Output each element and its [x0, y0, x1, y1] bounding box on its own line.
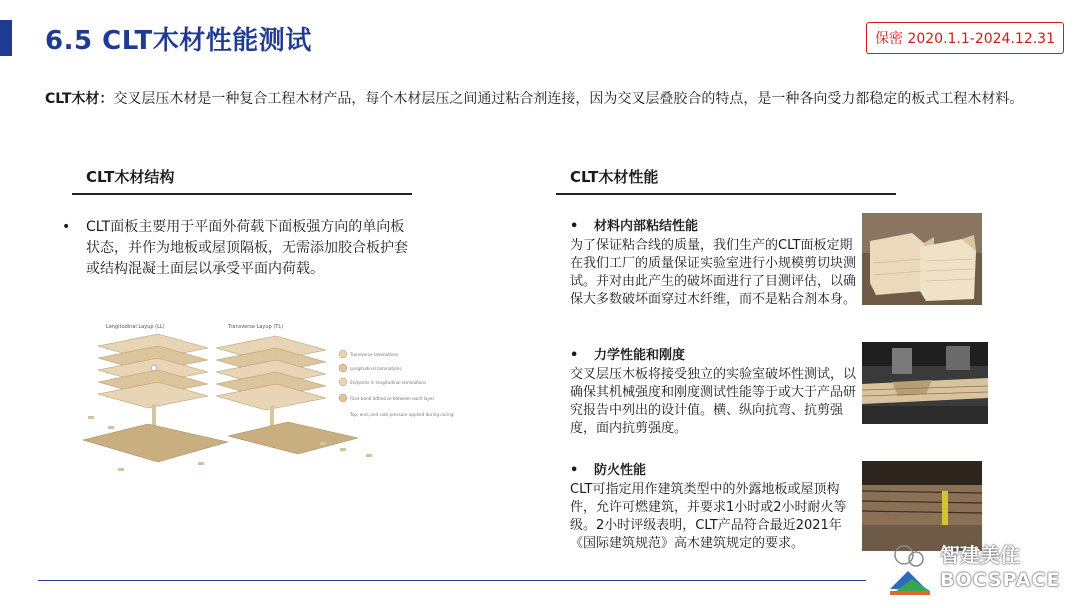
feature-text: 交叉层压木板将接受独立的实验室破坏性测试，以确保其机械强度和刚度测试性能等于或大于产品研究报告中列出的设计值。横、纵向抗弯、抗剪强度，面内抗剪强度。 [570, 367, 857, 436]
feature-text: CLT可指定用作建筑类型中的外露地板或屋顶构件，允许可燃建筑，并要求1小时或2小时耐火等级。2小时评级表明，CLT产品符合最近2021年《国际建筑规范》高木建筑规定的要求。 [570, 482, 847, 551]
title-accent-bar [0, 20, 12, 56]
longitudinal-layup-stack [83, 334, 228, 462]
feature-text: 为了保证粘合线的质量，我们生产的CLT面板定期在我们工厂的质量保证实验室进行小规模剪切块测试。并对由此产生的破坏面进行了目测评估，以确保大多数破坏面穿过木纤维，而不是粘合剂本身。 [570, 238, 857, 307]
watermark-cn: 智建美住 [940, 543, 1020, 567]
diagram-label-longitudinal: Longitudinal Layup (LL) [106, 324, 165, 330]
bullet-icon: • [62, 219, 71, 235]
feature-mechanical [570, 347, 860, 438]
legend-transverse: Transverse laminations [350, 352, 399, 357]
mechanical-test-photo-icon [862, 342, 988, 424]
footer-divider [38, 580, 866, 581]
structure-heading-underline [72, 193, 412, 195]
diagram-legend [339, 350, 454, 417]
brand-logo-icon [886, 539, 936, 597]
transverse-layup-stack [216, 336, 358, 454]
clt-layup-diagram [88, 316, 454, 476]
legend-longitudinal: Longitudinal laminations [350, 366, 402, 371]
wood-block-photo-icon [862, 213, 982, 305]
page-title: 6.5 CLT木材性能测试 [45, 26, 312, 56]
performance-heading: CLT木材性能 [570, 168, 659, 186]
intro-paragraph [45, 88, 1035, 110]
confidential-badge: 保密 2020.1.1-2024.12.31 [866, 22, 1064, 54]
feature-title: • 防火性能 [570, 463, 647, 478]
bullet-icon: • [570, 463, 579, 478]
performance-heading-underline [556, 193, 896, 195]
legend-pressure: Top, end, and side pressure applied during curing [350, 412, 454, 417]
legend-endjoints: Endjoints in longitudinal laminations [350, 380, 427, 385]
structure-bullet [62, 217, 416, 280]
structure-heading: CLT木材结构 [86, 168, 175, 186]
watermark-en: BOCSPACE [940, 569, 1061, 591]
bullet-icon: • [570, 219, 579, 234]
brand-watermark [880, 537, 1070, 597]
feature-title: • 力学性能和刚度 [570, 348, 686, 363]
bullet-icon: • [570, 348, 579, 363]
feature-title: • 材料内部粘结性能 [570, 219, 699, 234]
feature-fire [570, 462, 860, 553]
legend-adhesive: Face bond adhesive between each layer [350, 396, 435, 401]
structure-bullet-text: CLT面板主要用于平面外荷载下面板强方向的单向板状态，并作为地板或屋顶隔板，无需添加胶合板护套或结构混凝土面层以承受平面内荷载。 [86, 219, 408, 277]
intro-text: 交叉层压木材是一种复合工程木材产品，每个木材层压之间通过粘合剂连接，因为交叉层叠胶合的特点，是一种各向受力都稳定的板式工程木材料。 [113, 91, 1024, 107]
intro-term: CLT木材： [45, 91, 114, 107]
diagram-label-transverse: Transverse Layup (TL) [228, 324, 284, 330]
feature-bonding [570, 218, 860, 309]
